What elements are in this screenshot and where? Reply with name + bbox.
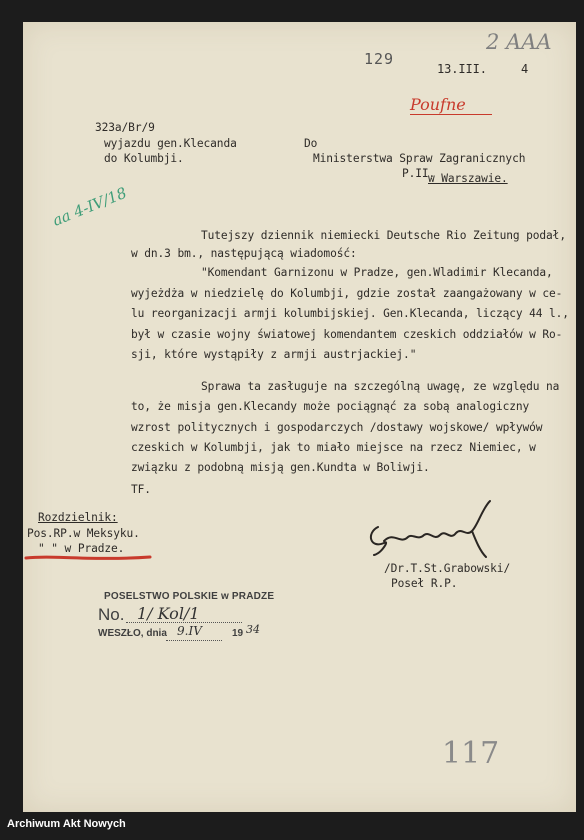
red-underline (24, 552, 152, 564)
addressee-line-4: w Warszawie. (428, 172, 508, 185)
body-line: wyjeżdża w niedzielę do Kolumbji, gdzie został zaangażowany w ce- (131, 287, 563, 300)
body-line: wzrost politycznych i gospodarczych /dostawy wojskowe/ wpływów (131, 421, 543, 434)
body-line: lu reorganizacji armji kolumbijskiej. Gen.Klecanda, liczący 44 l., (131, 307, 569, 320)
subject-line-1: wyjazdu gen.Klecanda (104, 137, 237, 150)
signatory-title: Poseł R.P. (391, 577, 458, 590)
body-line: w dn.3 bm., następującą wiadomość: (131, 247, 357, 260)
signatory-name: /Dr.T.St.Grabowski/ (384, 562, 511, 575)
body-line: Tutejszy dziennik niemiecki Deutsche Rio Zeitung podał, (201, 229, 566, 242)
addressee-line-3: P.II. (402, 167, 436, 180)
pencil-corner-note: 2 AAA (486, 30, 552, 54)
stamp-heading: POSELSTWO POLSKIE w PRADZE (104, 591, 275, 602)
body-line: TF. (131, 483, 151, 496)
body-line: sji, które wystąpiły z armji austrjackiej." (131, 348, 417, 361)
reference-number: 323a/Br/9 (95, 121, 155, 134)
document-date: 13.III. (437, 62, 487, 76)
stamp-no-label: No. (98, 605, 125, 624)
subject-line-2: do Kolumbji. (104, 152, 184, 165)
stamp-no-line (126, 622, 242, 623)
body-line: związku z podobną misją gen.Kundta w Boliwji. (131, 461, 430, 474)
distribution-line-2: " " w Pradze. (38, 542, 125, 555)
distribution-title: Rozdzielnik: (38, 511, 118, 524)
stamp-year-prefix: 19 (232, 628, 244, 639)
body-line: "Komendant Garnizonu w Pradze, gen.Wladimir Klecanda, (201, 266, 553, 279)
sheet-number: 4 (521, 62, 529, 76)
confidential-stamp: Poufne (410, 95, 492, 115)
addressee-line-2: Ministerstwa Spraw Zagranicznych (313, 152, 526, 165)
addressee-line-1: Do (304, 137, 318, 150)
archive-label: Archiwum Akt Nowych (7, 818, 126, 830)
pencil-folio-number: 117 (442, 736, 500, 771)
distribution-line-1: Pos.RP.w Meksyku. (27, 527, 140, 540)
margin-note: aa 4-IV/18 (50, 183, 130, 230)
page-number: 129 (364, 50, 395, 68)
stamp-year-value: 34 (246, 623, 260, 636)
handwritten-signature (364, 497, 504, 561)
body-line: czeskich w Kolumbji, jak to miało miejsce na rzecz Niemiec, w (131, 441, 536, 454)
body-line: był w czasie wojny światowej komendantem czeskich oddziałów w Ro- (131, 328, 563, 341)
body-line: Sprawa ta zasługuje na szczególną uwagę, ze względu na (201, 380, 560, 393)
stamp-date-label: WESZŁO, dnia (98, 628, 167, 639)
body-line: to, że misja gen.Klecandy może pociągnąć za sobą analogiczny (131, 400, 530, 413)
stamp-date-value: 9.IV (177, 624, 202, 638)
stamp-no-value: 1/ Kol/1 (137, 604, 200, 623)
stamp-date-line (166, 640, 222, 641)
